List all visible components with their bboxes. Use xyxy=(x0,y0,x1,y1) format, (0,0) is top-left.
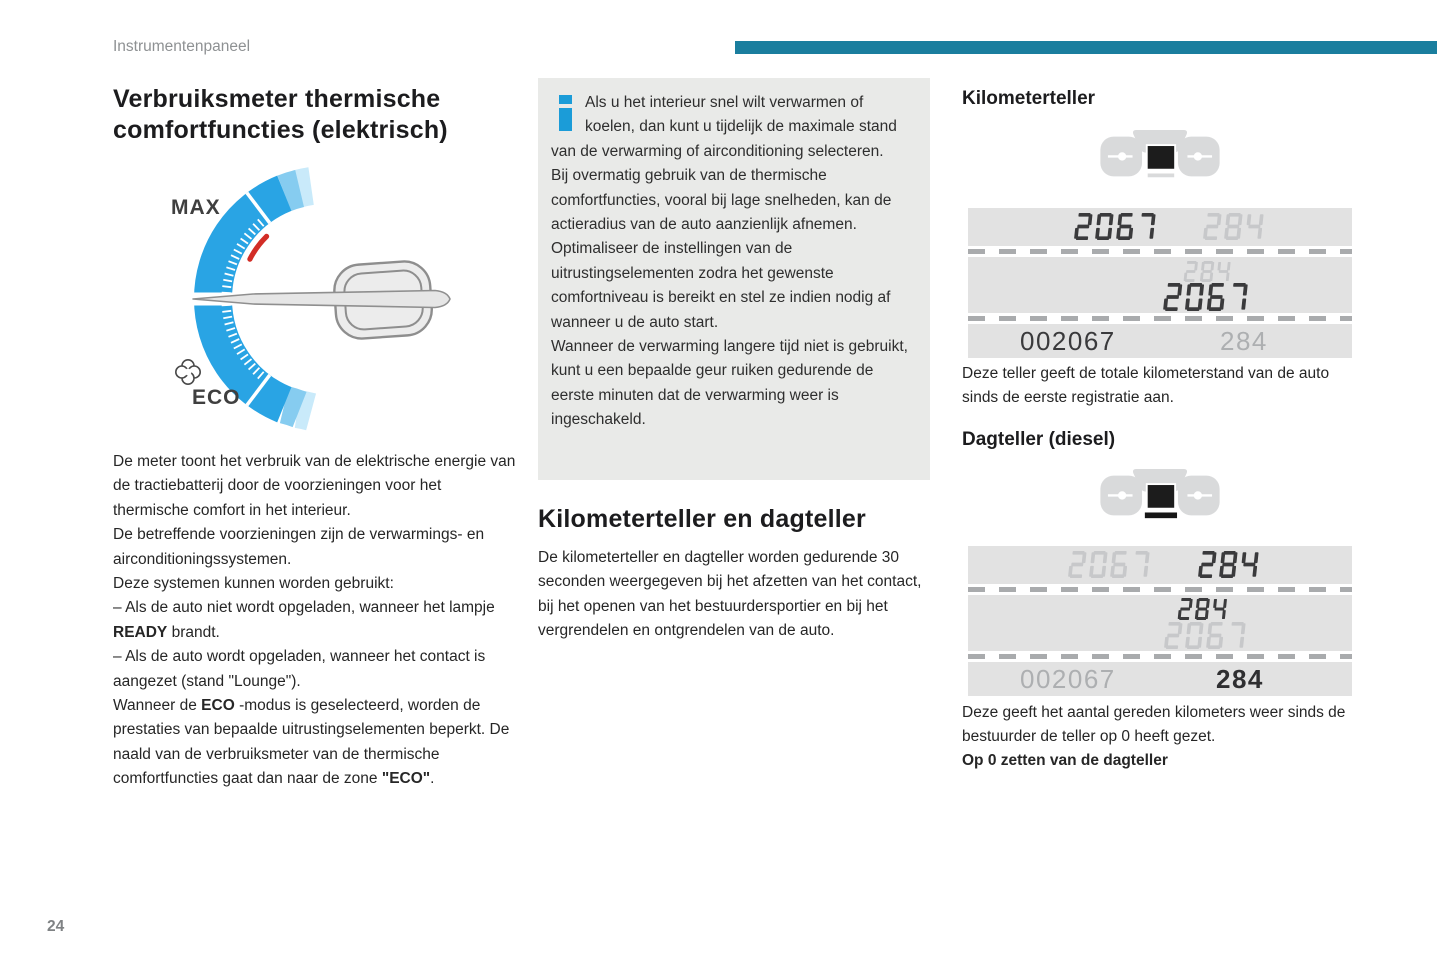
breadcrumb: Instrumentenpaneel xyxy=(113,38,251,55)
odometer-display xyxy=(968,208,1352,358)
info-box xyxy=(538,78,930,480)
middle-body-text: De kilometerteller en dagteller worden gedurende 30 seconden weergegeven bij het afzetten van het contact, bij het openen van het bestuurdersportier en bij het vergrendelen en ontgrendelen van de auto. xyxy=(538,549,922,640)
odometer-total-value: 002067 xyxy=(1020,664,1116,694)
info-icon xyxy=(558,95,573,131)
info-paragraph: Optimaliseer de instellingen van de uitrustingselementen zodra het gewenste comfortniveau is bereikt en stel ze indien nodig af wanneer u de auto start. xyxy=(551,240,891,331)
section-title-odometer-tripmeter: Kilometerteller en dagteller xyxy=(538,505,866,533)
accent-bar xyxy=(735,41,1437,54)
paragraph: De meter toont het verbruik van de elektrische energie van de tractiebatterij door de voorzieningen voor het thermische comfort in het interieur. xyxy=(113,453,516,519)
display-row xyxy=(968,595,1352,651)
paragraph: – Als de auto niet wordt opgeladen, wanneer het lampje READY brandt. xyxy=(113,599,495,641)
display-row xyxy=(968,208,1352,246)
cluster-button-bar xyxy=(1148,173,1175,177)
display-separator xyxy=(968,246,1352,257)
info-paragraph: Bij overmatig gebruik van de thermische comfortfuncties, vooral bij lage snelheden, kan de actieradius van de auto aanzienlijk afnemen. xyxy=(551,167,892,234)
instrument-cluster-icon-trip xyxy=(1098,468,1222,524)
page-title: Verbruiksmeter thermische comfortfuncties (elektrisch) xyxy=(113,85,448,144)
trip-value-7seg xyxy=(1196,551,1266,583)
cluster-screen xyxy=(1147,145,1175,170)
odometer-caption: Deze teller geeft de totale kilometerstand van de auto sinds de eerste registratie aan. xyxy=(962,365,1330,407)
tripmeter-caption: Deze geeft het aantal gereden kilometers weer sinds de bestuurder de teller op 0 heeft gezet. xyxy=(962,704,1346,746)
display-row xyxy=(968,257,1352,313)
paragraph: Wanneer de ECO -modus is geselecteerd, worden de prestaties van bepaalde uitrustingselementen beperkt. De naald van de verbruiksmeter van de thermische comfortfuncties gaat dan naar de zone "ECO". xyxy=(113,697,510,788)
display-row xyxy=(968,324,1352,358)
trip-value-7seg xyxy=(1176,598,1233,625)
thermal-consumption-gauge-figure xyxy=(113,160,518,446)
instrument-cluster-icon xyxy=(1098,129,1222,183)
odometer-value-7seg xyxy=(1162,622,1253,654)
reset-trip-subheading: Op 0 zetten van de dagteller xyxy=(962,752,1168,769)
gauge-max-label: MAX xyxy=(171,196,221,219)
fan-icon xyxy=(176,360,200,384)
heading-dagteller: Dagteller (diesel) xyxy=(962,429,1116,450)
trip-value: 284 xyxy=(1220,326,1268,356)
paragraph: De betreffende voorzieningen zijn de verwarmings- en airconditioningssystemen. xyxy=(113,526,485,568)
left-body-text xyxy=(113,450,517,792)
cluster-screen xyxy=(1147,484,1175,509)
tripmeter-display xyxy=(968,546,1352,696)
display-row xyxy=(968,546,1352,584)
display-separator xyxy=(968,584,1352,595)
gauge-eco-label: ECO xyxy=(192,386,241,409)
trip-value-7seg xyxy=(1201,213,1271,245)
odometer-total-value: 002067 xyxy=(1020,326,1116,356)
display-row xyxy=(968,662,1352,696)
odometer-value-7seg xyxy=(1072,213,1163,245)
paragraph: – Als de auto wordt opgeladen, wanneer het contact is aangezet (stand "Lounge"). xyxy=(113,648,486,690)
info-paragraph: Als u het interieur snel wilt verwarmen of koelen, dan kunt u tijdelijk de maximale stand van de verwarming of airconditioning selecteren. xyxy=(551,94,897,160)
trip-value: 284 xyxy=(1216,664,1264,694)
display-separator xyxy=(968,651,1352,662)
cluster-reset-button-bar xyxy=(1145,512,1177,518)
display-separator xyxy=(968,313,1352,324)
info-paragraph: Wanneer de verwarming langere tijd niet is gebruikt, kunt u een bepaalde geur ruiken gedurende de eerste minuten dat de verwarming weer is ingeschakeld. xyxy=(551,338,908,429)
paragraph: Deze systemen kunnen worden gebruikt: xyxy=(113,575,394,593)
odometer-value-7seg xyxy=(1066,551,1157,583)
heading-kilometerteller: Kilometerteller xyxy=(962,88,1096,109)
page-number: 24 xyxy=(47,918,65,935)
odometer-value-7seg xyxy=(1161,283,1255,316)
